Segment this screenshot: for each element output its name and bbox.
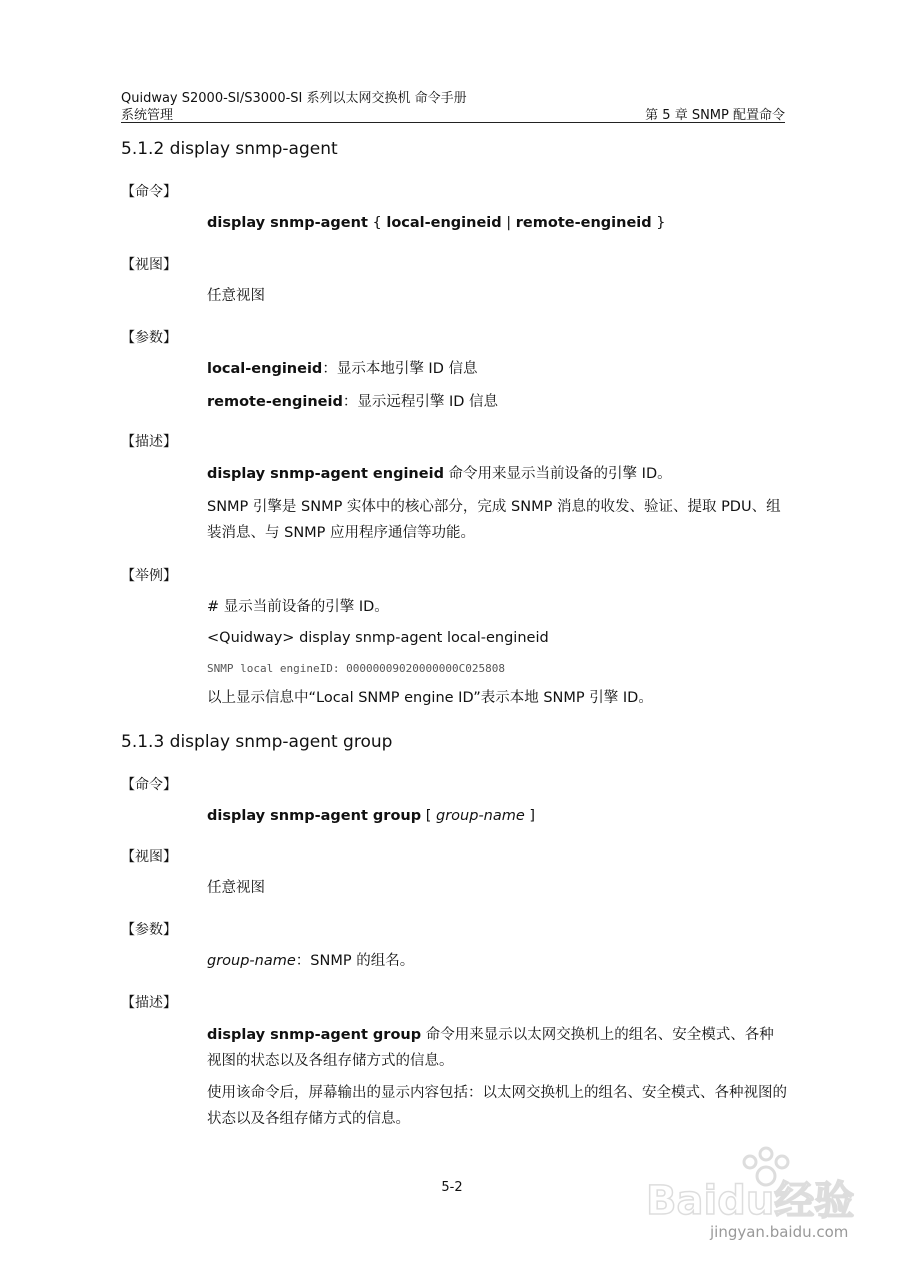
param-remote-engineid	[207, 389, 787, 415]
example-note: 以上显示信息中“Local SNMP engine ID”表示本地 SNMP 引擎 ID。	[207, 690, 653, 706]
view-tag: 【视图】	[121, 849, 177, 865]
command-option: remote-engineid	[515, 215, 652, 231]
command-keyword: display snmp-agent	[207, 215, 368, 231]
view-tag: 【视图】	[121, 257, 177, 273]
page-header	[121, 87, 785, 123]
desc-command: display snmp-agent group	[207, 1027, 422, 1043]
param-name: local-engineid	[207, 361, 323, 377]
param-name: remote-engineid	[207, 394, 343, 410]
param-tag: 【参数】	[121, 330, 177, 346]
param-name: group-name	[207, 953, 296, 969]
desc-paragraph-2: 使用该命令后，屏幕输出的显示内容包括：以太网交换机上的组名、安全模式、各种视图的状态以及各组存储方式的信息。	[207, 1085, 787, 1127]
command-argument: group-name	[436, 808, 525, 824]
example-tag: 【举例】	[121, 568, 177, 584]
syntax-bar: |	[501, 215, 516, 231]
command-option: local-engineid	[386, 215, 502, 231]
header-right: 第 5 章 SNMP 配置命令	[645, 108, 785, 123]
param-group-name	[207, 948, 787, 974]
example-output: SNMP local engineID: 00000009020000000C025808	[207, 662, 506, 675]
desc-tag: 【描述】	[121, 995, 177, 1011]
manual-title: Quidway S2000-SI/S3000-SI 系列以太网交换机 命令手册	[121, 91, 467, 106]
command-syntax	[207, 210, 787, 236]
header-left: 系统管理	[121, 108, 174, 123]
view-text: 任意视图	[207, 880, 265, 896]
desc-text: 命令用来显示当前设备的引擎 ID。	[443, 466, 672, 482]
header-row	[121, 104, 785, 123]
command-tag: 【命令】	[121, 184, 177, 200]
desc-paragraph-2: SNMP 引擎是 SNMP 实体中的核心部分，完成 SNMP 消息的收发、验证、提取 PDU、组装消息、与 SNMP 应用程序通信等功能。	[207, 499, 781, 541]
param-desc: ：SNMP 的组名。	[295, 953, 415, 969]
example-comment: # 显示当前设备的引擎 ID。	[207, 599, 389, 615]
syntax-bracket: [	[421, 808, 437, 824]
param-desc: ：显示本地引擎 ID 信息	[322, 361, 478, 377]
param-desc: ：显示远程引擎 ID 信息	[342, 394, 499, 410]
param-tag: 【参数】	[121, 922, 177, 938]
syntax-bracket: ]	[524, 808, 536, 824]
desc-paragraph-1	[207, 461, 787, 487]
desc-tag: 【描述】	[121, 434, 177, 450]
desc-paragraph-1	[207, 1022, 787, 1074]
view-text: 任意视图	[207, 288, 265, 304]
syntax-brace: {	[367, 215, 387, 231]
page-number: 5-2	[441, 1180, 463, 1195]
command-keyword: display snmp-agent group	[207, 808, 422, 824]
param-local-engineid	[207, 356, 787, 382]
command-tag: 【命令】	[121, 777, 177, 793]
watermark-brand: Baidu经验	[646, 1178, 855, 1224]
command-syntax	[207, 803, 787, 829]
desc-command: display snmp-agent engineid	[207, 466, 444, 482]
desc-text: 命令用来显示以太网交换机上的组名、安全模式、各种视图的状态以及各组存储方式的信息。	[207, 1027, 774, 1069]
syntax-brace: }	[651, 215, 666, 231]
section-title-513: 5.1.3 display snmp-agent group	[121, 732, 393, 752]
watermark-url: jingyan.baidu.com	[710, 1223, 849, 1241]
example-command: <Quidway> display snmp-agent local-engineid	[207, 630, 549, 646]
section-title-512: 5.1.2 display snmp-agent	[121, 139, 338, 159]
